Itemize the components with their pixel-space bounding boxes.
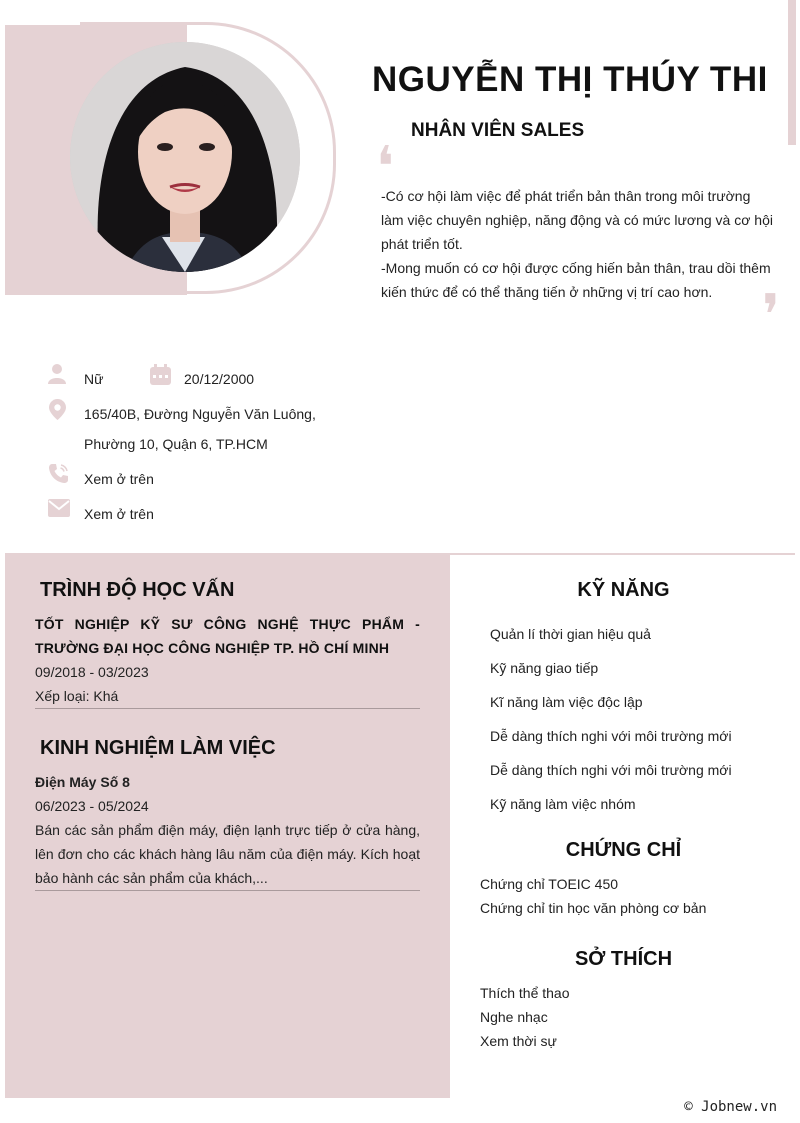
hobby-item: Xem thời sự (480, 1033, 557, 1049)
certificates-title: CHỨNG CHỈ (565, 839, 682, 861)
open-quote-icon: ❛ (376, 135, 395, 200)
skills-title: KỸ NĂNG (577, 579, 670, 601)
skill-item: Kỹ năng giao tiếp (490, 660, 599, 676)
hobbies-list (480, 981, 570, 1053)
certificates-list (480, 872, 706, 920)
birthday-value: 20/12/2000 (184, 371, 255, 387)
profile-photo (70, 42, 300, 272)
close-quote-icon: ❜ (762, 283, 781, 348)
objective-line: -Có cơ hội làm việc để phát triển bản thân trong môi trường làm việc chuyên nghiệp, năng động và có mức lương và cơ hội phát triển tốt. (381, 188, 773, 252)
certificate-item: Chứng chỉ tin học văn phòng cơ bản (480, 900, 707, 916)
footer-copyright: © Jobnew.vn (684, 1099, 777, 1115)
email-value: Xem ở trên (84, 506, 154, 522)
education-title: TRÌNH ĐỘ HỌC VẤN (40, 579, 235, 601)
address-line-2: Phường 10, Quận 6, TP.HCM (84, 436, 268, 452)
education-grade: Xếp loại: Khá (35, 688, 119, 704)
job-position: NHÂN VIÊN SALES (411, 120, 585, 141)
skills-list (490, 622, 732, 826)
gender-value: Nữ (84, 371, 104, 387)
skill-item: Kỹ năng làm việc nhóm (490, 796, 636, 812)
envelope-icon (48, 499, 68, 519)
career-objective (381, 184, 776, 304)
skill-item: Kĩ năng làm việc độc lập (490, 694, 643, 710)
hobby-item: Thích thể thao (480, 985, 570, 1001)
experience-period: 06/2023 - 05/2024 (35, 798, 149, 814)
address-line-1: 165/40B, Đường Nguyễn Văn Luông, (84, 406, 316, 422)
education-separator (35, 708, 420, 709)
objective-line: -Mong muốn có cơ hội được cống hiến bản thân, trau dồi thêm kiến thức để có thể thăng tiến ở những vị trí cao hơn. (381, 260, 771, 300)
hobby-item: Nghe nhạc (480, 1009, 548, 1025)
candidate-name: NGUYỄN THỊ THÚY THI (372, 60, 768, 99)
person-icon (48, 364, 68, 384)
profile-photo-illustration (70, 42, 300, 272)
location-pin-icon (49, 399, 69, 419)
hobbies-title: SỞ THÍCH (574, 948, 673, 970)
phone-value: Xem ở trên (84, 471, 154, 487)
education-period: 09/2018 - 03/2023 (35, 664, 149, 680)
experience-description: Bán các sản phẩm điện máy, điện lạnh trực tiếp ở cửa hàng, lên đơn cho các khách hàng lâu năm của điện máy. Kích hoạt bảo hành các sản phẩm của khách,... (35, 822, 420, 886)
phone-icon (48, 463, 68, 483)
certificate-item: Chứng chỉ TOEIC 450 (480, 876, 619, 892)
calendar-icon (150, 364, 170, 384)
experience-title: KINH NGHIỆM LÀM VIỆC (40, 737, 276, 759)
skill-item: Quản lí thời gian hiệu quả (490, 626, 651, 642)
experience-separator (35, 890, 420, 891)
right-accent-bar (788, 0, 796, 145)
skill-item: Dễ dàng thích nghi với môi trường mới (490, 762, 732, 778)
experience-company: Điện Máy Số 8 (35, 774, 130, 790)
skill-item: Dễ dàng thích nghi với môi trường mới (490, 728, 732, 744)
education-degree: TỐT NGHIỆP KỸ SƯ CÔNG NGHỆ THỰC PHẨM - TRƯỜNG ĐẠI HỌC CÔNG NGHIỆP TP. HỒ CHÍ MINH (35, 616, 420, 656)
